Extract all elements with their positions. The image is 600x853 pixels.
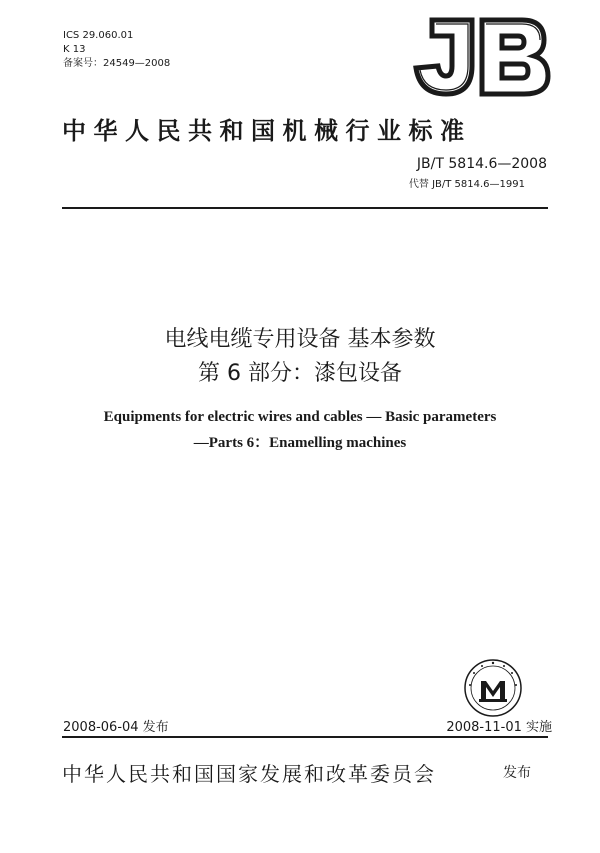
header-divider	[62, 207, 548, 209]
ics-code: ICS 29.060.01	[63, 30, 134, 41]
title-zh-line1: 电线电缆专用设备 基本参数	[164, 327, 436, 352]
footer-divider	[62, 736, 548, 738]
title-zh-line2: 第 6 部分：漆包设备	[198, 361, 402, 386]
title-en-line1: Equipments for electric wires and cables — Basic parameters	[103, 409, 497, 425]
title-en-line2: —Parts 6：Enamelling machines	[193, 435, 407, 451]
record-number: 备案号：24549—2008	[63, 58, 171, 69]
issuer-suffix: 发布	[503, 765, 531, 781]
standard-code: JB/T 5814.6—2008	[416, 156, 547, 172]
implementation-date: 2008-11-01 实施	[446, 720, 552, 735]
publisher-seal	[462, 657, 524, 719]
jb-logo	[404, 6, 554, 106]
issue-date: 2008-06-04 发布	[63, 720, 169, 735]
standard-organization: 中华人民共和国机械行业标准	[62, 117, 472, 145]
issuing-authority: 中华人民共和国国家发展和改革委员会	[62, 762, 436, 786]
classification-code: K 13	[63, 44, 86, 55]
replaced-standard: 代替 JB/T 5814.6—1991	[408, 179, 525, 190]
